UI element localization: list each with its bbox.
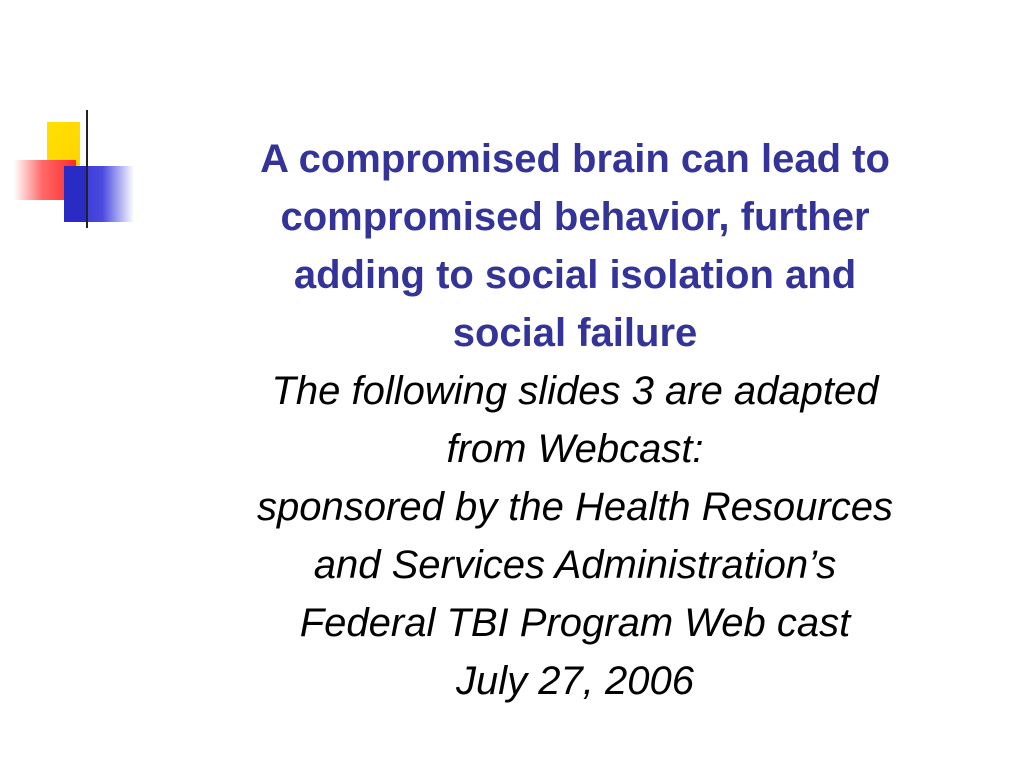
title-line: adding to social isolation and — [293, 253, 857, 297]
subtitle-line: Federal TBI Program Web cast — [299, 601, 851, 645]
slide-subtitle — [160, 362, 990, 710]
subtitle-line: The following slides 3 are adapted — [271, 369, 879, 413]
title-line: A compromised brain can lead to — [260, 137, 890, 181]
slide-title — [160, 130, 990, 362]
subtitle-line: sponsored by the Health Resources — [257, 485, 893, 529]
horizontal-rule — [0, 0, 160, 240]
subtitle-line: and Services Administration’s — [313, 543, 837, 587]
title-line: social failure — [452, 311, 698, 355]
title-line: compromised behavior, further — [280, 195, 870, 239]
subtitle-line: from Webcast: — [446, 427, 704, 471]
slide-content — [160, 130, 990, 710]
subtitle-line: July 27, 2006 — [456, 659, 694, 703]
